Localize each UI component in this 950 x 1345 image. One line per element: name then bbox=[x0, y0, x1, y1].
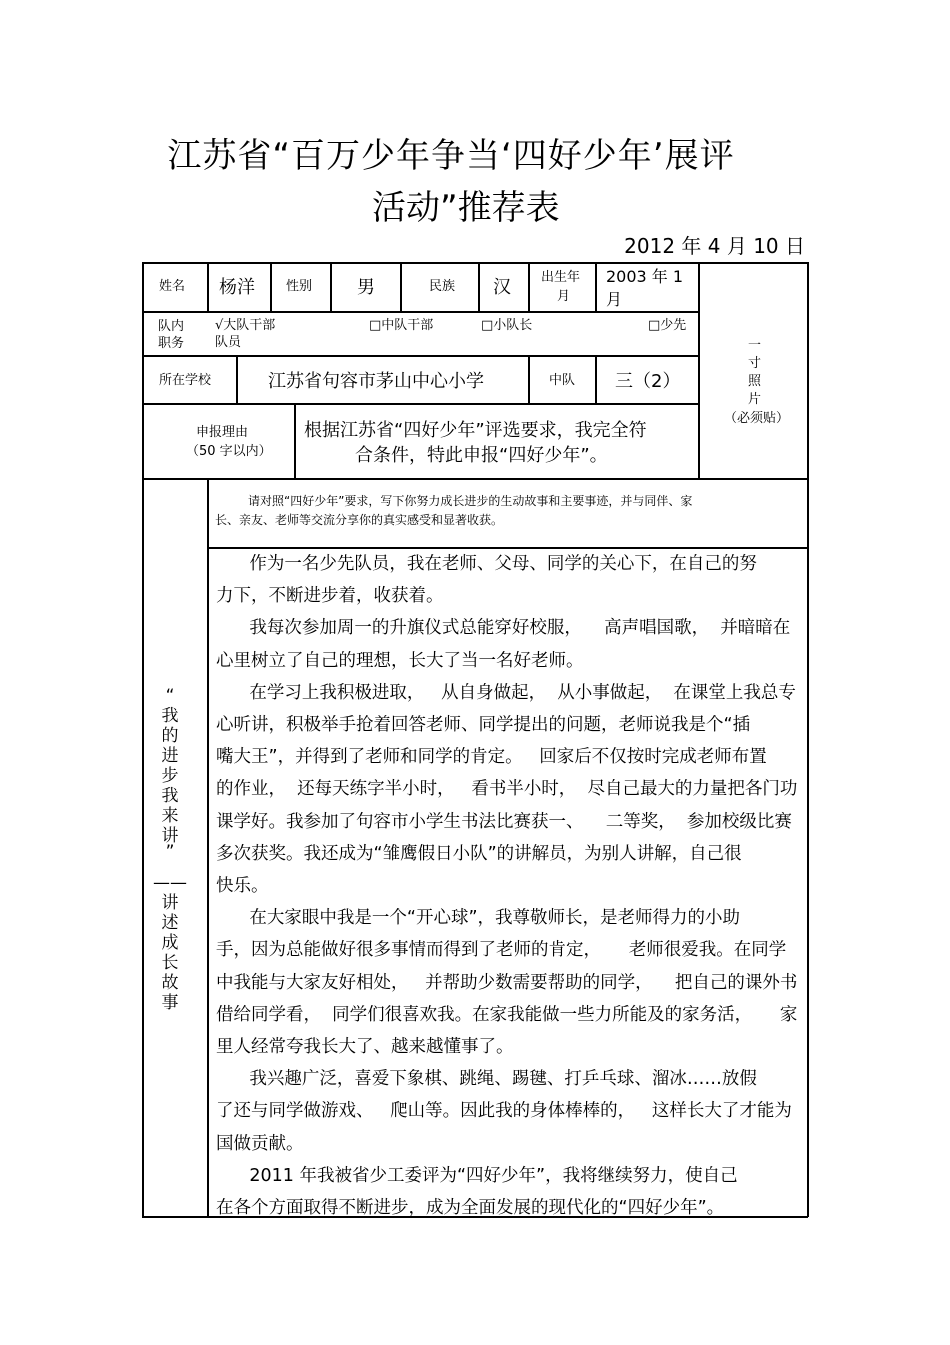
photo-char-4: 片 bbox=[748, 392, 762, 407]
school-label: 所在学校 bbox=[159, 373, 212, 388]
story-line: 在学习上我积极进取， 从自身做起， 从小事做起， 在课堂上我总专 bbox=[216, 682, 796, 703]
story-line: 快乐。 bbox=[216, 876, 269, 897]
squad-value: 三（2） bbox=[615, 371, 681, 392]
duty-label-line2: 职务 bbox=[158, 336, 185, 351]
photo-char-3: 照 bbox=[748, 374, 762, 389]
birth-label-line1: 出生年 bbox=[541, 270, 581, 285]
story-line: 2011 年我被省少工委评为“四好少年”，我将继续努力，使自己 bbox=[216, 1165, 738, 1186]
story-line: 国做贡献。 bbox=[216, 1133, 304, 1154]
story-line: 嘴大王”，并得到了老师和同学的肯定。 回家后不仅按时完成老师布置 bbox=[216, 747, 767, 768]
story-line: 我兴趣广泛，喜爱下象棋、跳绳、踢毽、打乒乓球、溜冰……放假 bbox=[216, 1069, 757, 1090]
duty-label-line1: 队内 bbox=[158, 319, 185, 334]
birth-value-line1: 2003 年 1 bbox=[606, 267, 684, 286]
name-label: 姓名 bbox=[159, 279, 186, 294]
side-char-15: 长 bbox=[161, 953, 179, 973]
story-line: 在各个方面取得不断进步，成为全面发展的现代化的“四好少年”。 bbox=[216, 1198, 725, 1219]
gender-label: 性别 bbox=[286, 279, 313, 294]
photo-note: （必须贴） bbox=[724, 411, 790, 426]
side-char-14: 成 bbox=[161, 933, 179, 953]
duty-option-squadron[interactable]: □中队干部 bbox=[369, 318, 434, 333]
story-line: 借给同学看， 同学们很喜欢我。在家我能做一些力所能及的家务活， 家 bbox=[216, 1004, 798, 1025]
reason-text-line1: 根据江苏省“四好少年”评选要求，我完全符 bbox=[304, 420, 647, 441]
birth-value-line2: 月 bbox=[606, 290, 623, 309]
side-char-8: 讲 bbox=[161, 826, 179, 846]
story-line: 力下，不断进步着，收获着。 bbox=[216, 586, 444, 607]
side-char-13: 述 bbox=[161, 913, 179, 933]
story-line: 的作业， 还每天练字半小时， 看书半小时， 尽自己最大的力量把各门功 bbox=[216, 779, 798, 800]
story-line: 多次获奖。我还成为“雏鹰假日小队”的讲解员，为别人讲解，自己很 bbox=[216, 843, 742, 864]
duty-option-pioneer[interactable]: □少先 bbox=[648, 318, 687, 333]
instruction-line2: 长、亲友、老师等交流分享你的真实感受和显著收获。 bbox=[215, 513, 504, 527]
document-title-line2: 活动”推荐表 bbox=[372, 188, 560, 228]
reason-text-line2: 合条件，特此申报“四好少年”。 bbox=[355, 445, 608, 466]
story-line: 了还与同学做游戏、 爬山等。因此我的身体棒棒的， 这样长大了才能为 bbox=[216, 1101, 792, 1122]
ethnicity-label: 民族 bbox=[429, 279, 456, 294]
reason-label: 申报理由 bbox=[196, 425, 249, 440]
story-line: 在大家眼中我是一个“开心球”，我尊敬师长，是老师得力的小助 bbox=[216, 908, 741, 929]
side-char-9: ” bbox=[165, 842, 175, 862]
story-line: 手，因为总能做好很多事情而得到了老师的肯定， 老师很爱我。在同学 bbox=[216, 940, 787, 961]
story-line: 作为一名少先队员，我在老师、父母、同学的关心下，在自己的努 bbox=[216, 554, 757, 574]
side-char-16: 故 bbox=[161, 973, 179, 993]
side-char-7: 来 bbox=[161, 806, 179, 826]
story-line: 里人经常夸我长大了、越来越懂事了。 bbox=[216, 1037, 514, 1058]
ethnicity-value: 汉 bbox=[493, 277, 511, 298]
side-char-12: 讲 bbox=[161, 893, 179, 913]
story-line: 心听讲，积极举手抢着回答老师、同学提出的问题，老师说我是个“插 bbox=[216, 715, 751, 736]
side-char-17: 事 bbox=[161, 993, 179, 1013]
date-label: 2012 年 4 月 10 日 bbox=[624, 234, 805, 258]
side-char-2: 我 bbox=[161, 706, 179, 726]
duty-option-team-leader[interactable]: □小队长 bbox=[481, 318, 533, 333]
side-char-3: 的 bbox=[161, 726, 179, 746]
squad-label: 中队 bbox=[549, 373, 576, 388]
side-char-1: “ bbox=[165, 686, 175, 706]
name-value: 杨洋 bbox=[219, 277, 255, 298]
birth-label-line2: 月 bbox=[557, 289, 571, 304]
story-line: 心里树立了自己的理想，长大了当一名好老师。 bbox=[216, 650, 584, 671]
story-body bbox=[216, 548, 806, 1224]
photo-char-2: 寸 bbox=[748, 356, 762, 371]
side-char-5: 步 bbox=[161, 766, 179, 786]
instruction-line1: 请对照“四好少年”要求，写下你努力成长进步的生动故事和主要事迹，并与同伴、家 bbox=[248, 494, 693, 508]
photo-char-1: 一 bbox=[748, 338, 762, 353]
reason-limit: （50 字以内） bbox=[186, 444, 272, 459]
story-line: 中我能与大家友好相处， 并帮助少数需要帮助的同学， 把自己的课外书 bbox=[216, 972, 798, 993]
gender-value: 男 bbox=[357, 277, 375, 298]
document-title-line1: 江苏省“百万少年争当‘四好少年’展评 bbox=[167, 136, 735, 176]
school-value: 江苏省句容市茅山中心小学 bbox=[268, 371, 484, 392]
story-line: 课学好。我参加了句容市小学生书法比赛获一、 二等奖， 参加校级比赛 bbox=[216, 811, 792, 832]
side-char-11: —— bbox=[153, 873, 187, 893]
duty-option-pioneer-cont: 队员 bbox=[215, 335, 242, 350]
duty-option-brigade[interactable]: √大队干部 bbox=[215, 318, 276, 333]
side-char-6: 我 bbox=[161, 786, 179, 806]
side-char-4: 进 bbox=[161, 746, 179, 766]
story-line: 我每次参加周一的升旗仪式总能穿好校服， 高声唱国歌， 并暗暗在 bbox=[216, 618, 791, 639]
